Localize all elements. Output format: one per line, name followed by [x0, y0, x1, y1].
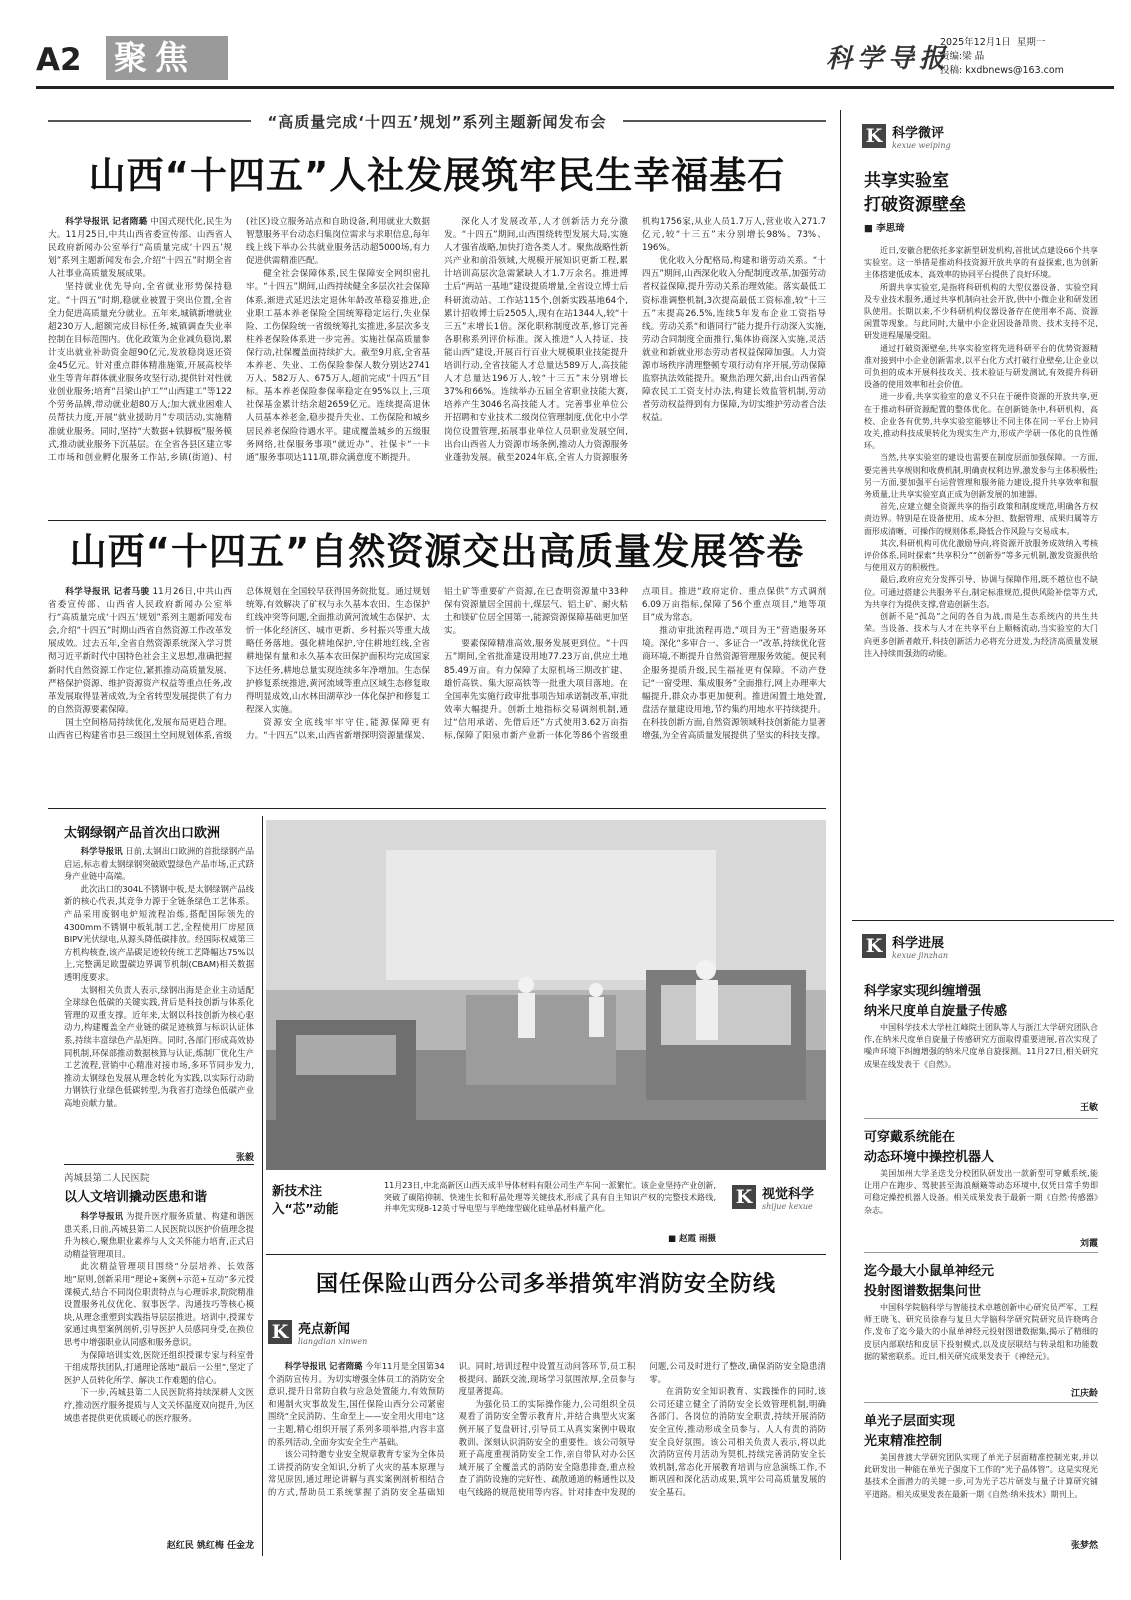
progress-badge	[862, 932, 948, 960]
series-banner	[48, 106, 826, 136]
story1-para: 健全社会保障体系,民生保障安全网织密扎牢。“十四五”期间,山西持续健全多层次社会保障体系,渐进式延迟法定退休年龄改革稳妥推进,企业职工基本养老保险全国统筹稳定运行,失业保险、工伤保险统一省级统筹扎实推进,多层次多支柱养老保险体系进一步完善。实施社保高质量参保行动,社保覆盖面持续扩大。截至9月底,全省基本养老、失业、工伤保险参保人数分别达2741万人、582万人、675万人,超前完成“十四五”目标。基本养老保险参保率稳定在95%以上,三项社保基金累计结余超2659亿元。连续提高退休人员基本养老金,稳步提升失业、工伤保险和城乡居民养老保险待遇水平。建成覆盖城乡的五级服务网络,社保服务事项“就近办”、社保卡“一卡通”服务事项达111项,群众满意度不断提升。	[246, 269, 430, 463]
story4-para	[64, 1210, 254, 1260]
badge-title: 亮点新闻	[298, 1322, 351, 1337]
story5-para: 在消防安全知识教育、实践操作的同时,该公司还建立健全了消防安全长效管理机制,明确各部门、各岗位的消防安全职责,持续开展消防安全宣传,推动形成全员参与、人人有责的消防安全良好氛围。该公司相关负责人表示,将以此次消防宣传月活动为契机,持续完善消防安全长效机制,常态化开展教育培训与应急演练工作,不断巩固和深化活动成果,筑牢公司高质量发展的安全基石。	[649, 1386, 826, 1497]
commentary-title-line1: 共享实验室	[864, 171, 949, 191]
column-rule	[262, 816, 263, 1556]
badge-subtitle: liangdian xinwen	[298, 1337, 368, 1346]
story1-para: 优化收入分配格局,构建和谐劳动关系。“十四五”期间,山西深化收入分配制度改革,加强劳动者权益保障,提升劳动关系治理效能。落实最低工资标准调整机制,3次提高最低工资标准,较“十三五”末提高26.5%,连续5年发布企业工资指导线。劳动关系“和谐同行”能力提升行动深入实施,劳动合同制度全面推行,集体协商深入实施,灵活就业和新就业形态劳动者权益保障加强。人力资源市场秩序清理整顿专项行动有序开展,劳动保障监察执法效能提升。聚焦治理欠薪,出台山西省保障农民工工资支付办法,构建长效监管机制,劳动者劳动权益得到有力保障,为切实维护劳动者合法权益。	[642, 256, 826, 424]
story3-headline: 太钢绿钢产品首次出口欧洲	[64, 826, 221, 841]
column-rule	[840, 110, 841, 1560]
story-divider	[48, 808, 826, 809]
commentary-badge	[862, 122, 951, 150]
news1-title-line1: 科学家实现纠缠增强	[864, 984, 982, 999]
commentary-para: 通过打破资源壁垒,共享实验室将先进科研平台的优势资源精准对接到中小企业创新需求,以平台化方式打破行业壁垒,让企业以可负担的成本开展科技攻关、技术验证与研发测试,有效提升科研设备的使用效率和社会价值。	[864, 343, 1098, 390]
story4-para: 下一步,芮城县第二人民医院将持续深耕人文医疗,推动医疗服务提质与人文关怀温度双向提升,为区域患者提供更优质暖心的医疗服务。	[64, 1387, 254, 1423]
story3-byline: 科学导报讯	[80, 846, 123, 856]
series-banner-text: “高质量完成‘十四五’规划”系列主题新闻发布会	[267, 112, 607, 131]
news-divider	[864, 1252, 1098, 1253]
commentary-para: 创新不是“孤岛”之间的各自为战,而是生态系统内的共生共荣。当设备、技术与人才在共享平台上顺畅流动,当实验室的大门向更多创新者敞开,科技创新活力必将充分迸发,为经济高质量发展注入持续而强劲的动能。	[864, 612, 1098, 658]
banner-line-right	[623, 120, 826, 122]
story4-para: 此次精益管理项目围绕“分层培养、长效落地”原则,创新采用“理论+案例+示范+互动”多元授课模式,结合不同岗位职责特点与心理诉求,院院精准设置服务礼仪优化、叙事医学、沟通技巧等核心模块,从理念重塑到实践指导层层推进。培训中,授课专家通过典型案例剖析,引导医护人员感同身受,在换位思考中增强职业认同感和服务意识。	[64, 1261, 254, 1347]
story2-para: 要素保障精准高效,服务发展更到位。“十四五”期间,全省批准建设用地77.23万亩,供应土地85.49万亩。有力保障了太原机场三期改扩建、雄忻高铁、集大原高铁等一批重大项目落地。在全国率先实施行政审批事项告知承诺制改革,审批效率大幅提升。创新土地指标交易调剂机制,通过“信用承诺、先借后还”方式使用3.62万亩指标,保障了阳泉市新产业新一体化等86个省级重点项目。推进“政府定价、重点保供”方式调剂6.09万亩指标,保障了56个重点项目,“地等项目”成为常态。	[444, 587, 826, 742]
photo-caption-title: 新技术注入“芯”动能	[272, 1183, 339, 1216]
factory-photo	[266, 820, 826, 1170]
story5-body	[268, 1360, 826, 1560]
paper-logo: 科学导报	[826, 44, 951, 74]
news3-body: 中国科学院脑科学与智能技术卓越创新中心研究员严军、工程师王晓飞、研究员徐春与复旦大学脑科学研究院研究员许晓鸣合作,发布了迄今最大的小鼠单神经元投射图谱数据集,揭示了精细的皮层内部联结和皮层下投射模式,以及皮层联结与转录组和功能数据的紧密联系。近日,相关研究成果发表于《神经元》。	[864, 1303, 1098, 1361]
commentary-body	[864, 245, 1098, 910]
news4-title-line2: 光束精准控制	[864, 1434, 943, 1449]
badge-subtitle: kexue weiping	[892, 141, 951, 150]
story-divider	[266, 1254, 826, 1255]
commentary-para: 最后,政府应充分发挥引导、协调与保障作用,既不越位也不缺位。可通过搭建公共服务平台,制定标准规范,提供风险补偿等方式,为共享行为提供支撑,营造创新生态。	[864, 575, 1098, 609]
k-logo-icon: K	[862, 934, 886, 958]
section-label: 聚焦	[106, 36, 228, 80]
commentary-title-line2: 打破资源壁垒	[864, 195, 966, 215]
story4-author: 赵红民 姚红梅 任金龙	[166, 1541, 254, 1551]
badge-text	[892, 932, 948, 960]
k-logo-icon: K	[862, 124, 886, 148]
story2-headline: 山西“十四五”自然资源交出高质量发展答卷	[69, 530, 805, 573]
story5-headline: 国任保险山西分公司多举措筑牢消防安全防线	[315, 1272, 776, 1297]
story4-byline: 科学导报讯	[80, 1211, 124, 1221]
issue-weekday: 星期一	[1016, 37, 1046, 48]
news2-body: 美国加州大学圣迭戈分校团队研发出一款新型可穿戴系统,能让用户在跑步、驾驶甚至海浪颠簸等动态环境中,仅凭日常手势即可稳定操控机器人设备。相关成果发表于最新一期《自然·传感器》杂志。	[864, 1169, 1098, 1215]
story5-para: 为强化员工的实际操作能力,公司组织全员观看了消防安全警示教育片,并结合典型火灾案例开展了复盘研讨,引导员工从真实案例中吸取教训、深刻认识消防安全的重要性。该公司领导班子高度重视消防安全工作,亲自带队对办公区域开展了全覆盖式的消防安全隐患排查,重点检查了消防设施的完好性、疏散通道的畅通性以及电气线路的规范使用等内容。针对排查中发现的问题,公司及时进行了整改,确保消防安全隐患清零。	[458, 1361, 826, 1497]
visual-science-badge	[732, 1183, 814, 1211]
news4-title-line1: 单光子层面实现	[864, 1414, 956, 1429]
news2-title-line2: 动态环境中操控机器人	[864, 1150, 995, 1165]
story1-headline: 山西“十四五”人社发展筑牢民生幸福基石	[88, 154, 786, 197]
news1-author: 王敏	[1079, 1103, 1098, 1113]
commentary-para: 当然,共享实验室的建设也需要在制度层面加强保障。一方面,要完善共享规则和收费机制,明确责权利边界,激发参与主体积极性;另一方面,要加强平台运营管理和服务能力建设,提升共享效率和服务质量,让共享实验室真正成为创新发展的加速器。	[864, 453, 1098, 500]
story-divider	[64, 1164, 254, 1165]
news4-body: 美国普渡大学研究团队实现了单光子层面精准控制光束,并以此研发出一种能在单光子强度下工作的“光子晶体管”。这是实现光基技术全面潜力的关键一步,可为光子芯片研发与量子计算研究铺平道路。相关成果发表在最新一期《自然·纳米技术》期刊上。	[864, 1453, 1098, 1499]
story2-body	[48, 586, 826, 802]
story4-headline: 以人文培训撬动医患和谐	[64, 1190, 208, 1205]
story5-para-text: 今年11月是全国第34个消防宣传月。为切实增强全体员工的消防安全意识,提升日常防自救与应急处置能力,有效预防和遏制火灾事故发生,国任保险山西分公司紧密围绕“全民消防、生命至上——安全用火用电”这一主题,精心组织开展了系列多项举措,内容丰富的系列活动,全面夯实安全生产基础。	[268, 1361, 445, 1447]
story3-body	[64, 845, 254, 1148]
badge-text	[892, 122, 951, 150]
story3-author: 张毅	[235, 1153, 254, 1163]
k-logo-icon: K	[268, 1320, 292, 1344]
story1-para-text: 中国式现代化,民生为大。11月25日,中共山西省委宣传部、山西省人民政府新闻办公室举行“高质量完成‘十四五’规划”系列主题新闻发布会,介绍“十四五”时期全省人社事业高质量发展成果。	[48, 217, 233, 280]
commentary-author: ■ 李思琦	[864, 223, 905, 234]
story2-para-text: 11月26日,中共山西省委宣传部、山西省人民政府新闻办公室举行“高质量完成‘十四五’规划”系列主题新闻发布会,介绍“十四五”时期山西省自然资源工作改革发展成效。过去五年,全省自然资源系统深入学习贯彻习近平新时代中国特色社会主义思想,准确把握新时代自然资源工作定位,紧抓推动高质量发展、严格保护资源、维护资源资产权益等重点任务,改革发展取得显著成效,为全省转型发展提供了有力的自然资源要素保障。	[48, 587, 233, 715]
story4-para-text: 为提升医疗服务质量、构建和谐医患关系,日前,芮城县第二人民医院以医护价值理念提升为核心,聚焦职业素养与人文关怀能力培育,正式启动精益管理项目。	[64, 1211, 254, 1259]
page-number: A2	[36, 42, 82, 78]
email-line: 投稿: kxdbnews@163.com	[940, 65, 1064, 76]
banner-line-left	[48, 120, 251, 122]
photo-caption: 11月23日,中北高新区山西天成半导体材料有限公司生产车间一派繁忙。该企业坚持产业创新,突破了碳陷抑制、快速生长和籽晶处理等关键技术,形成了具有自主知识产权的完整技术路线,并率先实现8-12英寸导电型与半绝缘型碳化硅单晶材料量产化。	[384, 1181, 716, 1213]
issue-date: 2025年12月1日	[940, 37, 1011, 48]
factory-photo-art	[266, 820, 826, 1170]
section-divider	[852, 920, 1114, 921]
news3-author: 江庆龄	[1070, 1389, 1098, 1399]
masthead-info	[940, 36, 1110, 78]
story3-para: 此次出口的304L不锈钢中板,是太钢绿钢产品线新的核心代表,其竞争力源于全链条绿色工艺体系。产品采用废钢电炉短流程冶炼,搭配国际领先的4300mm不锈钢中板轧制工艺,全程使用厂房屋顶BIPV光伏绿电,从源头降低碳排放。经国际权威第三方机构核查,该产品碳足迹较传统工艺降幅达75%以上,完整满足欧盟碳边界调节机制(CBAM)相关数据透明度要求。	[64, 883, 254, 982]
story2-para: 国土空间格局持续优化,发展布局更趋合理。山西省已构建省市县三级国土空间规划体系,省级总体规划在全国较早获得国务院批复。通过规划统筹,有效解决了矿权与永久基本农田、生态保护红线冲突等问题,全面推动黄河流域生态保护、太忻一体化经济区、城市更新、乡村振兴等重大战略任务落地。强化耕地保护,守住耕地红线,全省耕地保有量和永久基本农田保护面积均完成国家下达任务,耕地总量实现连续多年净增加。生态保护修复系统推进,黄河流域等重点区域生态修复取得明显成效,山水林田湖草沙一体化保护和修复工程深入实施。	[48, 587, 430, 742]
story4-para: 为保障培训实效,医院还组织授课专家与科室骨干组成帮扶团队,打通理论落地“最后一公里”,坚定了医护人员转化所学、解决工作难题的信心。	[64, 1349, 254, 1385]
masthead-rule	[36, 86, 1114, 89]
story2-para: 推动审批流程再造,“项目为王”营造服务环境。深化“多审合一、多证合一”改革,持续优化营商环境,不断提升自然资源管理服务效能。便民利企服务提质升级,民生福祉更有保障。不动产登记“一窗受理、集成服务”全面推行,网上办理率大幅提升,群众办事更加便利。推进闲置土地处置,盘活存量建设用地,节约集约用地水平持续提升。在科技创新方面,自然资源领域科技创新能力显著增强,为全省高质量发展提供了坚实的科技支撑。	[642, 626, 826, 742]
story1-para	[48, 216, 232, 281]
badge-subtitle: shijue kexue	[762, 1202, 813, 1211]
badge-text	[762, 1183, 814, 1211]
story5-para: 该公司特邀专业安全规章教育专家为全体员工讲授消防安全知识,分析了火灾的基本原理与常见原因,通过理论讲解与真实案例剖析相结合的方式,帮助员工系统掌握了消防安全基础知识。同时,培训过程中设置互动问答环节,员工积极提问、踊跃交流,现场学习氛围浓厚,全员参与度显著提高。	[268, 1361, 636, 1497]
story5-para	[268, 1360, 445, 1448]
commentary-para: 首先,应建立健全资源共享的指引政策和制度规范,明确各方权责边界。特别是在设备使用、成本分担、数据管理、成果归属等方面形成清晰、可操作的规则体系,降低合作风险与交易成本。	[864, 502, 1098, 536]
news-divider	[864, 1402, 1098, 1403]
news4-author: 张梦然	[1070, 1541, 1098, 1551]
badge-subtitle: kexue jinzhan	[892, 951, 949, 960]
story3-para-text: 日前,太钢出口欧洲的首批绿钢产品启运,标志着太钢绿钢突破欧盟绿色产品市场,正式跻身产业链中高端。	[64, 846, 254, 882]
commentary-para: 进一步看,共享实验室的意义不只在于硬件资源的开放共享,更在于推动科研资源配置的整体优化。在创新链条中,科研机构、高校、企业各有优势,共享实验室能够让不同主体在同一平台上协同攻关,推动科技成果转化为现实生产力,形成产学研一体化的良性循环。	[864, 392, 1098, 451]
story3-para	[64, 845, 254, 883]
k-logo-icon: K	[732, 1185, 756, 1209]
highlight-news-badge	[268, 1318, 367, 1346]
news2-author: 刘霞	[1079, 1239, 1098, 1249]
news-divider	[864, 1118, 1098, 1119]
photo-credit: ■ 赵霞 雨摄	[668, 1234, 716, 1244]
story1-para: 深化人才发展改革,人才创新活力充分激发。“十四五”期间,山西围绕转型发展大局,实施人才强省战略,加快打造各类人才。聚焦战略性新兴产业和前沿领域,大规模开展知识更新工程,累计培训高层次急需紧缺人才1.7万余名。推进博士后“两站一基地”建设提质增量,全省设立博士后科研流动站、工作站115个,创新实践基地64个,累计招收博士后2505人,现有在站1344人,较“十三五”末增长1倍。深化职称制度改革,修订完善各职称系列评价标准。深入推进“人人持证、技能山西”建设,开展百行百业大规模职业技能提升培训行动,全省技能人才总量达589万人,高技能人才总量达196万人,较“十三五”末分别增长37%和66%。连续举办五届全省职业技能大赛,培养产生3046名高技能人才。完善事业单位公开招聘和专业技术二级岗位管理制度,优化中小学岗位设置管理,拓展事业单位人员职业发展空间,出台山西省人力资源市场条例,推动人力资源服务业蓬勃发展。截至2024年底,全省人力资源服务机构1756家,从业人员1.7万人,营业收入271.7亿元,较“十三五”末分别增长98%、73%、196%。	[444, 217, 826, 463]
commentary-para: 其次,科研机构可优化激励导向,将资源开放服务成效纳入考核评价体系,同时探索“共享积分”“创新券”等多元机制,激发资源供给与使用双方的积极性。	[864, 538, 1098, 573]
story4-kicker: 芮城县第二人民医院	[64, 1173, 150, 1184]
story1-body	[48, 216, 826, 514]
date-line	[940, 36, 1110, 50]
badge-title: 科学微评	[892, 126, 945, 141]
news2-title-line1: 可穿戴系统能在	[864, 1130, 956, 1145]
story2-para: 资源安全底线牢牢守住,能源保障更有力。“十四五”以来,山西省新增探明资源量煤炭、铝土矿等重要矿产资源,在已查明资源量中33种保有资源量居全国前十,煤层气、铝土矿、耐火粘土和镁矿位居全国第一,能源资源保障基础更加坚实。	[246, 587, 628, 742]
editor-line: 责编:梁 晶	[940, 51, 985, 62]
news3-title-line1: 迄今最大小鼠单神经元	[864, 1264, 995, 1279]
news1-title-line2: 纳米尺度单自旋量子传感	[864, 1004, 1008, 1019]
story1-para: 坚持就业优先导向,全省就业形势保持稳定。“十四五”时期,稳就业被置于突出位置,全省全力促进高质量充分就业。五年来,城镇新增就业超230万人,超额完成目标任务,城镇调查失业率控制在目标范围内。优化政策为企业减负稳岗,累计支出就业补助资金超90亿元,发放稳岗返还资金45亿元。针对重点群体精准施策,开展高校毕业生等青年群体就业服务攻坚行动,提供针对性就业创业服务;培育“吕梁山护工”“山西建工”等122个劳务品牌,带动就业超80万人;加大就业困难人员帮扶力度,开展“就业援助月”专项活动,实施精准就业服务。同时,坚持“大数据+铁脚板”服务模式,推动就业服务下沉基层。在全省各县区建立零工市场和创业孵化服务工作站,乡镇(街道)、村(社区)设立服务站点和自助设备,利用就业大数据智慧服务平台动态归集岗位需求与求职信息,每年线上线下举办公共就业服务活动超5000场,有力促进供需精准匹配。	[48, 217, 430, 463]
badge-title: 科学进展	[892, 936, 945, 951]
badge-title: 视觉科学	[762, 1187, 815, 1202]
story2-para	[48, 586, 232, 717]
commentary-para: 近日,安徽合肥依托多家新型研发机构,首批试点建设66个共享实验室。这一举措是推动科技资源开放共享的有益探索,也为创新主体搭建低成本、高效率的协同平台提供了良好环境。	[864, 246, 1098, 280]
news1-body: 中国科学技术大学杜江峰院士团队等人与浙江大学研究团队合作,在纳米尺度单自旋量子传感研究方面取得重要进展,首次实现了噪声环境下纠缠增强的纳米尺度单自旋探测。11月27日,相关研究成果在线发表于《自然》。	[864, 1023, 1098, 1069]
story-divider	[48, 520, 826, 521]
story5-byline: 科学导报讯 记者隋璐	[284, 1361, 363, 1371]
story2-byline: 科学导报讯 记者马骏	[65, 587, 150, 597]
badge-text	[298, 1318, 367, 1346]
news3-title-line2: 投射图谱数据集问世	[864, 1284, 982, 1299]
commentary-para: 所谓共享实验室,是指将科研机构的大型仪器设备、实验空间及专业技术服务,通过共享机制向社会开放,供中小微企业和研发团队使用。长期以来,不少科研机构仪器设备存在使用率不高、资源闲置等现象。与此同时,大量中小企业因设备昂贵、技术支持不足,研发进程屡屡受阻。	[864, 282, 1098, 341]
story4-body	[64, 1210, 254, 1536]
story3-para: 太钢相关负责人表示,绿钢出海是企业主动适配全球绿色低碳的关键实践,背后是科技创新与体系化管理的双重支撑。近年来,太钢以科技创新为核心驱动力,构建覆盖全产业链的碳足迹核算与标识认证体系,持续丰富绿色产品矩阵。同时,各部门形成高效协同机制,环保部推动数据核算与认证,炼制厂优化生产工艺流程,营销中心精准对接市场,多环节同步发力,推动太钢绿色发展从理念转化为实践,以实际行动助力钢铁行业绿色低碳转型,为我省打造绿色低碳产业高地贡献力量。	[64, 984, 254, 1108]
story1-byline: 科学导报讯 记者隋璐	[65, 217, 148, 227]
